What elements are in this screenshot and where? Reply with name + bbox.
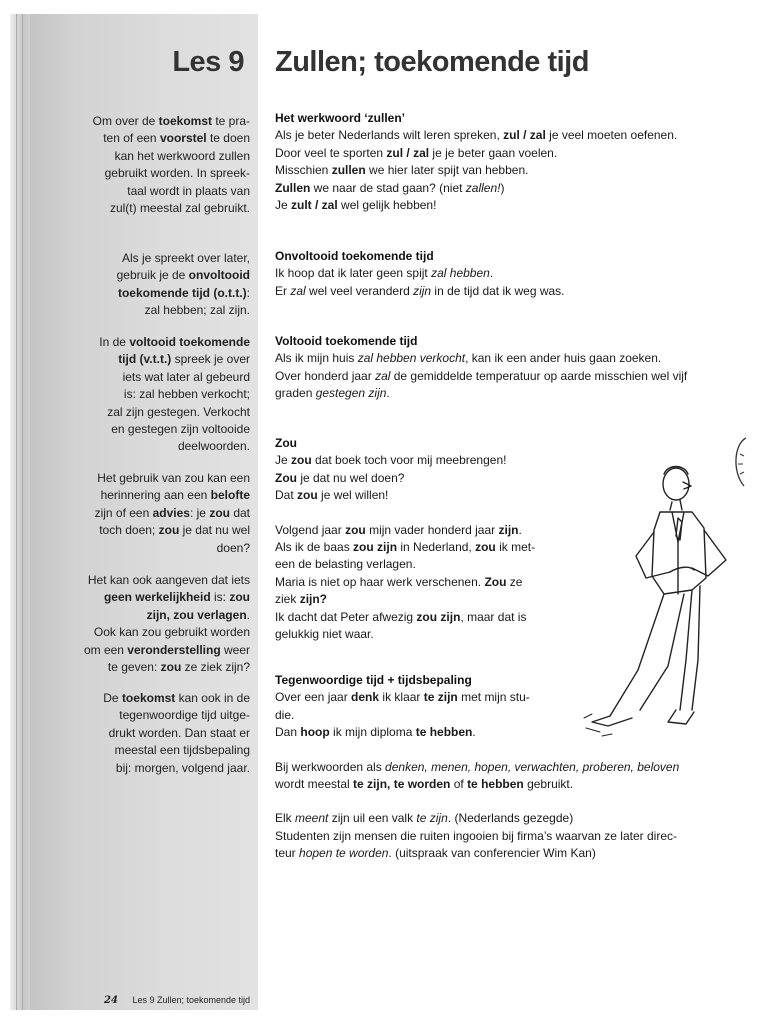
- text-line: graden gestegen zijn.: [275, 386, 390, 401]
- text-line: Misschien zullen we hier later spijt van hebben.: [275, 163, 529, 178]
- text-line: Zou je dat nu wel doen?: [275, 470, 405, 485]
- text-line: om een veronderstelling weer: [83, 642, 250, 657]
- page-number: 24: [104, 995, 118, 1006]
- text-line: die.: [275, 707, 295, 722]
- text-line: Het kan ook aangeven dat iets: [87, 573, 250, 587]
- text-line: Dan hoop ik mijn diploma te hebben.: [275, 725, 476, 740]
- lesson-number: Les 9: [172, 46, 244, 78]
- text-line: tijd (v.t.t.) spreek je over: [118, 352, 250, 367]
- running-title: Les 9 Zullen; toekomende tijd: [132, 995, 251, 1005]
- text-line: zijn, zou verlagen.: [146, 607, 250, 622]
- text-line: wordt meestal te zijn, te worden of te hebben gebruikt.: [275, 777, 574, 792]
- section-onvoltooid-toekomende-tijd: [275, 248, 725, 300]
- text-line: ziek zijn?: [275, 592, 328, 607]
- text-line: toekomende tijd (o.t.t.):: [117, 285, 250, 300]
- side-note-vtt: [78, 334, 250, 456]
- text-line: Als je spreekt over later,: [121, 251, 250, 265]
- text-line: Volgend jaar zou mijn vader honderd jaar zijn.: [275, 522, 522, 537]
- text-line: Het gebruik van zou kan een: [97, 471, 250, 485]
- text-line: Er zal wel veel veranderd zijn in de tijd dat ik weg was.: [275, 283, 565, 298]
- section-werkwoord-zullen: [275, 110, 725, 214]
- text-line: De toekomst kan ook in de: [103, 691, 250, 705]
- text-line: geen werkelijkheid is: zou: [103, 590, 250, 605]
- text-line: ten of een voorstel te doen: [103, 131, 250, 146]
- text-line: Als ik mijn huis zal hebben verkocht, kan ik een ander huis gaan zoeken.: [275, 351, 662, 366]
- text-line: Je zult / zal wel gelijk hebben!: [275, 198, 437, 213]
- text-line: Dat zou je wel willen!: [275, 488, 389, 503]
- text-line: Als ik de baas zou zijn in Nederland, zou ik met-: [275, 540, 536, 555]
- text-line: Bij werkwoorden als denken, menen, hopen, verwachten, proberen, beloven: [275, 759, 680, 774]
- page-edge-line: [22, 14, 23, 1010]
- text-line: Ook kan zou gebruikt worden: [93, 625, 250, 640]
- text-line: Ik hoop dat ik later geen spijt zal hebben.: [275, 266, 494, 281]
- text-line: te geven: zou ze ziek zijn?: [107, 660, 250, 675]
- text-line: gebruik je de onvoltooid: [116, 268, 250, 283]
- text-line: toch doen; zou je dat nu wel: [99, 523, 250, 538]
- side-note-zou-belofte: [78, 470, 250, 557]
- text-line: gebruikt worden. In spreek-: [104, 166, 250, 181]
- side-note-ott: [78, 250, 250, 320]
- paragraph-gap: [275, 742, 725, 759]
- side-note-zou-werkelijkheid: [78, 572, 250, 676]
- text-line: taal wordt in plaats van: [127, 183, 250, 198]
- man-leaning-illustration: [580, 460, 740, 740]
- side-note-toekomst: [78, 113, 250, 217]
- section-heading: Voltooid toekomende tijd: [275, 334, 418, 348]
- section-heading: Onvoltooid toekomende tijd: [275, 249, 434, 263]
- text-line: zijn of een advies: je zou dat: [94, 505, 250, 520]
- text-line: tegenwoordige tijd uitge-: [119, 708, 250, 723]
- section-text: [275, 127, 725, 214]
- text-line: deelwoorden.: [177, 439, 250, 454]
- section-text: [275, 350, 725, 402]
- paragraph-gap: [275, 793, 725, 810]
- page-footer: [104, 995, 250, 1006]
- text-line: Om over de toekomst te pra-: [92, 114, 250, 128]
- text-line: Door veel te sporten zul / zal je je beter gaan voelen.: [275, 145, 558, 160]
- text-line: Je zou dat boek toch voor mij meebrengen!: [275, 453, 507, 468]
- text-line: een de belasting verlagen.: [275, 557, 416, 572]
- page-title: Zullen; toekomende tijd: [275, 46, 589, 78]
- text-line: herinnering aan een belofte: [100, 488, 250, 503]
- text-line: Over een jaar denk ik klaar te zijn met mijn stu-: [275, 690, 530, 705]
- text-line: en gestegen zijn voltooide: [111, 422, 250, 437]
- page-edge-line: [16, 14, 17, 1010]
- side-note-tegenwoordige-tijd: [78, 690, 250, 777]
- text-line: Over honderd jaar zal de gemiddelde temperatuur op aarde misschien wel vijf: [275, 368, 688, 383]
- text-line: Elk meent zijn uil een valk te zijn. (Nederlands gezegde): [275, 811, 574, 826]
- text-line: Maria is niet op haar werk verschenen. Zou ze: [275, 574, 523, 589]
- text-line: teur hopen te worden. (uitspraak van conferencier Wim Kan): [275, 846, 596, 861]
- text-line: drukt worden. Dan staat er: [108, 725, 250, 740]
- text-line: zul(t) meestal zal gebruikt.: [109, 201, 250, 216]
- section-text: [275, 810, 725, 862]
- page-edge: [10, 14, 30, 1010]
- text-line: gelukkig niet waar.: [275, 627, 374, 642]
- section-heading: Het werkwoord ‘zullen’: [275, 111, 406, 125]
- text-line: is: zal hebben verkocht;: [123, 387, 250, 402]
- text-line: doen?: [216, 540, 250, 555]
- section-heading: Tegenwoordige tijd + tijdsbepaling: [275, 673, 472, 687]
- section-heading: Zou: [275, 436, 297, 450]
- text-line: zal hebben; zal zijn.: [144, 303, 250, 318]
- text-line: Zullen we naar de stad gaan? (niet zallen!): [275, 180, 505, 195]
- text-line: Studenten zijn mensen die ruiten ingooien bij firma’s waarvan ze later direc-: [275, 828, 677, 843]
- section-voltooid-toekomende-tijd: [275, 333, 725, 403]
- text-line: Ik dacht dat Peter afwezig zou zijn, maar dat is: [275, 609, 527, 624]
- section-text: [275, 265, 725, 300]
- text-line: iets wat later al gebeurd: [122, 369, 250, 384]
- text-line: Als je beter Nederlands wilt leren spreken, zul / zal je veel moeten oefenen.: [275, 128, 678, 143]
- text-line: bij: morgen, volgend jaar.: [115, 760, 250, 775]
- text-line: meestal een tijdsbepaling: [114, 743, 250, 758]
- text-line: kan het werkwoord zullen: [114, 148, 250, 163]
- text-line: zal zijn gestegen. Verkocht: [107, 404, 250, 419]
- section-text: [275, 759, 725, 794]
- text-line: In de voltooid toekomende: [99, 335, 250, 349]
